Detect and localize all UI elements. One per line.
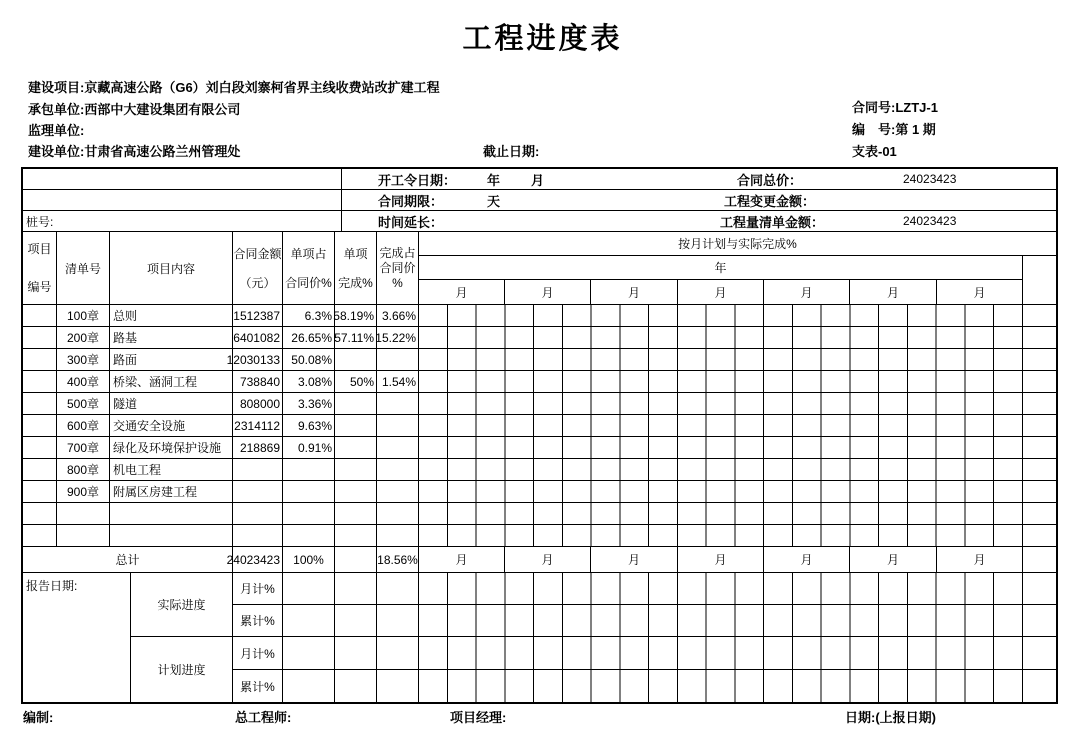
- cell-list-no: 100章: [57, 305, 110, 327]
- change-amount-label: 工程变更金额：: [724, 193, 816, 209]
- month-col: 月: [850, 280, 937, 305]
- table-row: [23, 437, 1056, 459]
- cell-share-done: [377, 503, 419, 525]
- table-row: [23, 459, 1056, 481]
- cell-item-name: 机电工程: [110, 459, 233, 481]
- cell-done: [335, 349, 377, 371]
- cell-amount: 12030133: [233, 349, 283, 371]
- report-cell: [335, 637, 377, 670]
- month-label: 月: [531, 172, 545, 188]
- cell-amount: 738840: [233, 371, 283, 393]
- cell-item-name: 桥梁、涵洞工程: [110, 371, 233, 393]
- cell-item-name: 总则: [110, 305, 233, 327]
- cell-list-no: 900章: [57, 481, 110, 503]
- project-line: 建设项目:京藏高速公路（G6）刘白段刘寨柯省界主线收费站改扩建工程: [28, 80, 440, 95]
- cell-share-done: [377, 393, 419, 415]
- month-col: 月: [591, 280, 678, 305]
- monthly-grid: [419, 393, 1023, 415]
- cell-extra: [1023, 349, 1056, 371]
- monthly-grid: [419, 605, 1023, 637]
- month-col: 月: [591, 547, 678, 573]
- month-col: 月: [937, 547, 1023, 573]
- cell-item-name: 隧道: [110, 393, 233, 415]
- month-col: 月: [505, 280, 591, 305]
- monthly-grid: [419, 305, 1023, 327]
- cell-list-no: 800章: [57, 459, 110, 481]
- cell-project-no: [23, 503, 57, 525]
- report-cell: [283, 573, 335, 605]
- cell-amount: [233, 481, 283, 503]
- station-cell: 桩号:: [23, 211, 342, 232]
- cell-share-done: [377, 481, 419, 503]
- time-extension-label: 时间延长：: [378, 214, 444, 230]
- duration-label: 合同期限：: [378, 193, 444, 209]
- cell-amount: 808000: [233, 393, 283, 415]
- summary-empty-cell: [23, 169, 342, 190]
- report-cell: [335, 573, 377, 605]
- chief-engineer-label: 总工程师:: [235, 710, 292, 725]
- month-col: 月: [764, 547, 850, 573]
- table-row: [23, 305, 1056, 327]
- cell-project-no: [23, 459, 57, 481]
- month-col: 月: [678, 280, 764, 305]
- table-row: [23, 393, 1056, 415]
- cell-project-no: [23, 349, 57, 371]
- table-row: [23, 349, 1056, 371]
- monthly-grid: [419, 637, 1023, 670]
- cell-share-done: [377, 525, 419, 547]
- cell-share: 50.08%: [283, 349, 335, 371]
- cell-done: [335, 503, 377, 525]
- cell-amount: [233, 525, 283, 547]
- cell-extra: [1023, 393, 1056, 415]
- cell-extra: [1023, 605, 1056, 637]
- total-label: 总计: [23, 547, 233, 573]
- header-list-no: 清单号: [57, 232, 110, 305]
- cell-share: 26.65%: [283, 327, 335, 349]
- header-amount: 合同金额 （元）: [233, 232, 283, 305]
- cell-amount: 6401082: [233, 327, 283, 349]
- month-col: 月: [937, 280, 1023, 305]
- report-row: [233, 670, 1056, 702]
- cumulative-pct-label: 累计%: [233, 605, 283, 637]
- days-label: 天: [487, 193, 501, 209]
- monthly-grid: [419, 327, 1023, 349]
- header-share-done: 完成占 合同价 %: [377, 232, 419, 305]
- table-row: [23, 525, 1056, 547]
- cell-share: 9.63%: [283, 415, 335, 437]
- cell-item-name: [110, 525, 233, 547]
- corner-cell: [1023, 256, 1056, 305]
- cell-amount: 218869: [233, 437, 283, 459]
- summary-row-extension: [342, 211, 1056, 232]
- cell-project-no: [23, 525, 57, 547]
- cell-extra: [1023, 547, 1056, 573]
- cell-project-no: [23, 481, 57, 503]
- report-row: [233, 637, 1056, 670]
- cell-extra: [1023, 327, 1056, 349]
- actual-progress-cell: 实际进度: [131, 573, 233, 637]
- monthly-grid: [419, 573, 1023, 605]
- month-col: 月: [419, 547, 505, 573]
- cell-done: [335, 481, 377, 503]
- total-share-done: 18.56%: [377, 547, 419, 573]
- cell-share: 0.91%: [283, 437, 335, 459]
- report-date-cell: 报告日期:: [23, 573, 131, 702]
- month-col: 月: [678, 547, 764, 573]
- cell-project-no: [23, 327, 57, 349]
- cell-share-done: [377, 349, 419, 371]
- month-col: 月: [764, 280, 850, 305]
- monthly-grid: [419, 415, 1023, 437]
- report-cell: [283, 605, 335, 637]
- cell-extra: [1023, 637, 1056, 670]
- report-row: [233, 605, 1056, 637]
- cell-done: [335, 393, 377, 415]
- monthly-grid: [419, 670, 1023, 702]
- monthly-grid: [419, 371, 1023, 393]
- cell-share-done: 1.54%: [377, 371, 419, 393]
- table-row: [23, 327, 1056, 349]
- cumulative-pct-label: 累计%: [233, 670, 283, 702]
- year-header: 年: [419, 256, 1023, 280]
- monthly-grid: [419, 349, 1023, 371]
- report-cell: [377, 573, 419, 605]
- contractor-line: 承包单位:西部中大建设集团有限公司: [28, 102, 241, 117]
- cell-list-no: 200章: [57, 327, 110, 349]
- cell-done: 58.19%: [335, 305, 377, 327]
- cell-list-no: [57, 503, 110, 525]
- report-cell: [283, 637, 335, 670]
- monthly-grid: [419, 437, 1023, 459]
- report-cell: [377, 637, 419, 670]
- cell-extra: [1023, 305, 1056, 327]
- table-row: [23, 481, 1056, 503]
- cell-list-no: 300章: [57, 349, 110, 371]
- table-row: [23, 415, 1056, 437]
- serial-no: 编 号:第 1 期: [852, 122, 936, 137]
- cell-share-done: [377, 459, 419, 481]
- cell-share: [283, 481, 335, 503]
- cell-list-no: 500章: [57, 393, 110, 415]
- total-done: [335, 547, 377, 573]
- monthly-pct-label: 月计%: [233, 637, 283, 670]
- cell-item-name: 附属区房建工程: [110, 481, 233, 503]
- cell-extra: [1023, 670, 1056, 702]
- monthly-plan-header: 按月计划与实际完成%: [419, 232, 1056, 256]
- cell-extra: [1023, 371, 1056, 393]
- cell-item-name: 路面: [110, 349, 233, 371]
- cell-extra: [1023, 437, 1056, 459]
- cell-extra: [1023, 481, 1056, 503]
- cell-share-done: 3.66%: [377, 305, 419, 327]
- cell-share-done: 15.22%: [377, 327, 419, 349]
- project-manager-label: 项目经理:: [450, 710, 507, 725]
- cell-done: [335, 415, 377, 437]
- page-title: 工程进度表: [462, 21, 623, 55]
- month-col: 月: [850, 547, 937, 573]
- cell-done: [335, 525, 377, 547]
- cell-done: 57.11%: [335, 327, 377, 349]
- cell-item-name: 交通安全设施: [110, 415, 233, 437]
- cell-share: 3.08%: [283, 371, 335, 393]
- total-share: 100%: [283, 547, 335, 573]
- cell-amount: 1512387: [233, 305, 283, 327]
- cell-done: [335, 437, 377, 459]
- report-cell: [377, 605, 419, 637]
- boq-label: 工程量清单金额：: [720, 214, 825, 230]
- cell-project-no: [23, 371, 57, 393]
- report-cell: [335, 605, 377, 637]
- month-col: 月: [505, 547, 591, 573]
- cell-share: [283, 503, 335, 525]
- total-price-value: 24023423: [903, 172, 957, 186]
- owner-line: 建设单位:甘肃省高速公路兰州管理处: [28, 144, 241, 159]
- cell-share: 6.3%: [283, 305, 335, 327]
- header-done: 单项 完成%: [335, 232, 377, 305]
- cell-share: [283, 459, 335, 481]
- table-row: [23, 503, 1056, 525]
- cell-project-no: [23, 437, 57, 459]
- supervisor-line: 监理单位:: [28, 123, 85, 138]
- cell-extra: [1023, 415, 1056, 437]
- cell-item-name: 绿化及环境保护设施: [110, 437, 233, 459]
- cell-share: [283, 525, 335, 547]
- report-date-label: 日期:(上报日期): [845, 710, 936, 725]
- cell-amount: [233, 503, 283, 525]
- cell-extra: [1023, 459, 1056, 481]
- planned-progress-cell: 计划进度: [131, 637, 233, 702]
- cell-extra: [1023, 503, 1056, 525]
- total-price-label: 合同总价：: [737, 172, 803, 188]
- cell-share-done: [377, 437, 419, 459]
- cell-list-no: 700章: [57, 437, 110, 459]
- cell-list-no: 400章: [57, 371, 110, 393]
- start-date-label: 开工令日期：: [378, 172, 457, 188]
- header-project-no: 项目 编号: [23, 232, 57, 305]
- table-row: [23, 371, 1056, 393]
- cell-item-name: 路基: [110, 327, 233, 349]
- total-row: [23, 547, 1056, 573]
- cell-done: [335, 459, 377, 481]
- summary-row-duration: [342, 190, 1056, 211]
- cell-list-no: [57, 525, 110, 547]
- report-cell: [377, 670, 419, 702]
- cell-share: 3.36%: [283, 393, 335, 415]
- boq-value: 24023423: [903, 214, 957, 228]
- monthly-grid: [419, 481, 1023, 503]
- cell-amount: [233, 459, 283, 481]
- cell-extra: [1023, 573, 1056, 605]
- report-row: [233, 573, 1056, 605]
- sheet-no: 支表-01: [852, 144, 897, 159]
- monthly-grid: [419, 459, 1023, 481]
- cell-project-no: [23, 305, 57, 327]
- cell-done: 50%: [335, 371, 377, 393]
- month-header-row: [419, 280, 1023, 305]
- summary-empty-cell: [23, 190, 342, 211]
- prepared-by-label: 编制:: [23, 710, 54, 725]
- cell-list-no: 600章: [57, 415, 110, 437]
- total-amount: 24023423: [233, 547, 283, 573]
- report-cell: [283, 670, 335, 702]
- header-share: 单项占 合同价%: [283, 232, 335, 305]
- month-col: 月: [419, 280, 505, 305]
- cell-item-name: [110, 503, 233, 525]
- cell-amount: 2314112: [233, 415, 283, 437]
- report-cell: [335, 670, 377, 702]
- cutoff-date-label: 截止日期:: [483, 144, 540, 159]
- monthly-grid: [419, 525, 1023, 547]
- summary-row-start: [342, 169, 1056, 190]
- contract-no: 合同号:LZTJ-1: [852, 100, 938, 115]
- year-label: 年: [487, 172, 501, 188]
- monthly-grid: [419, 503, 1023, 525]
- cell-share-done: [377, 415, 419, 437]
- cell-project-no: [23, 393, 57, 415]
- cell-project-no: [23, 415, 57, 437]
- cell-extra: [1023, 525, 1056, 547]
- header-item-name: 项目内容: [110, 232, 233, 305]
- monthly-pct-label: 月计%: [233, 573, 283, 605]
